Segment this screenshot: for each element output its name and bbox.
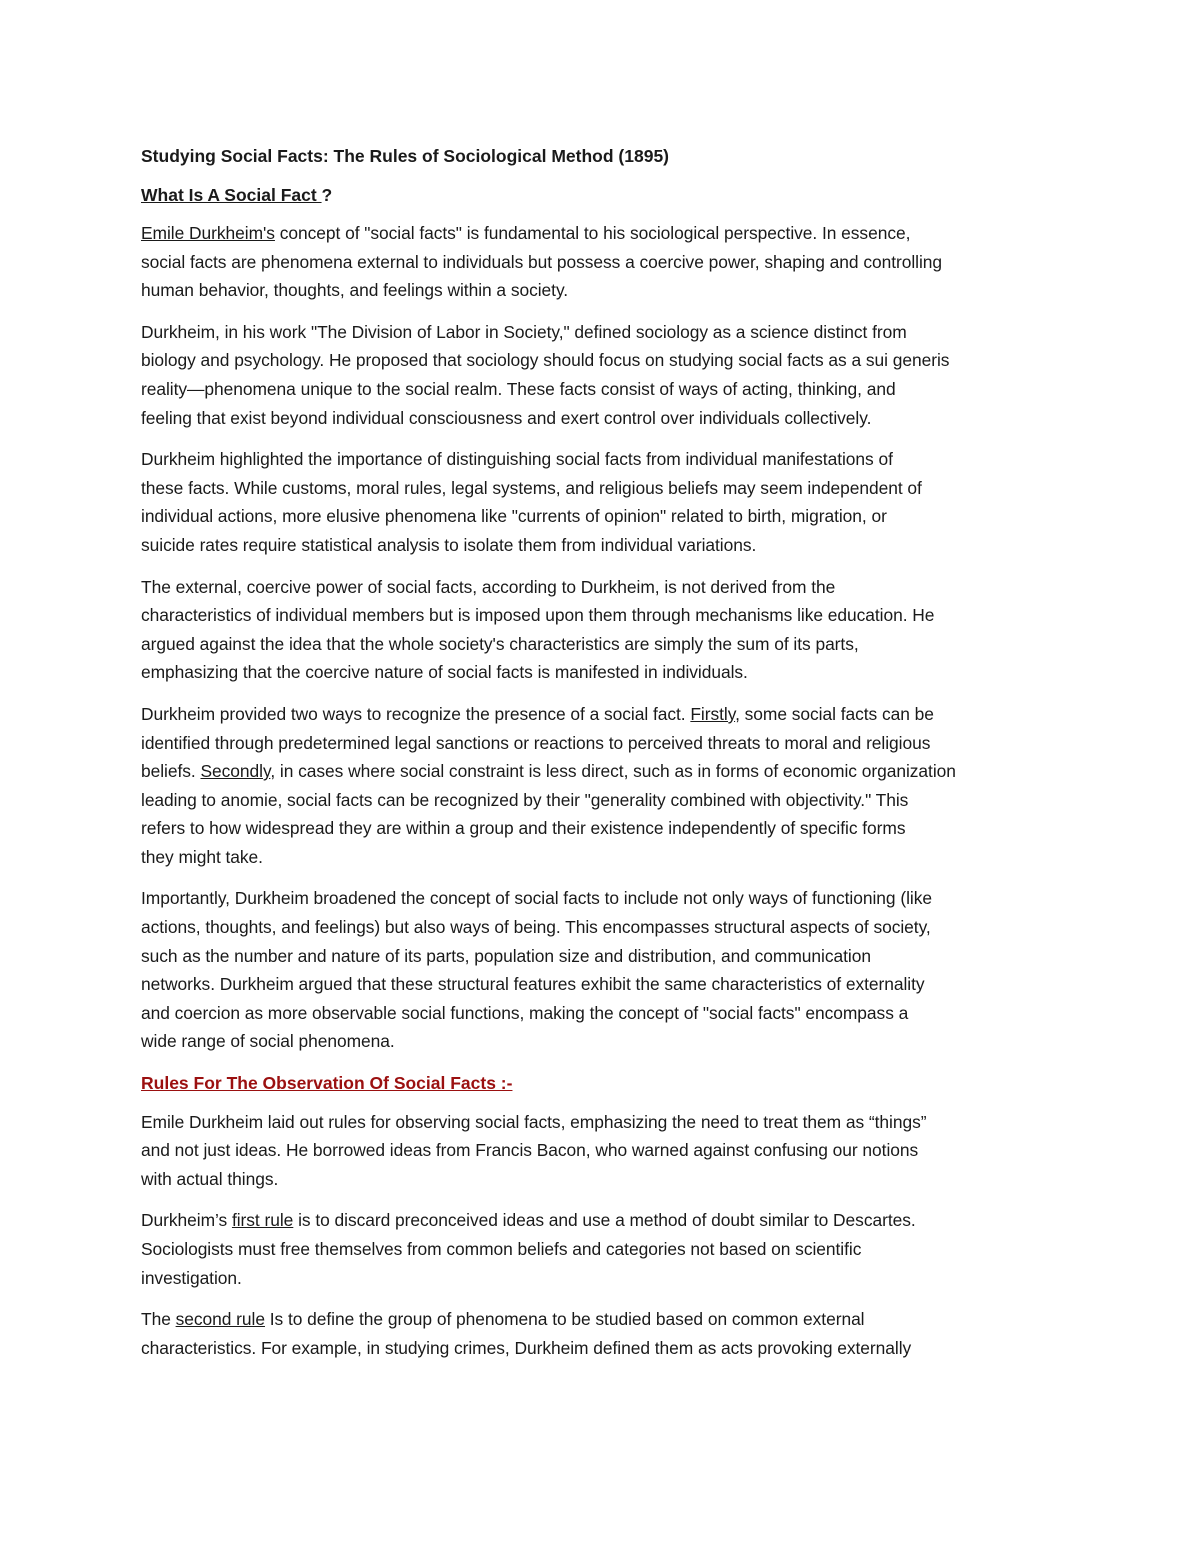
paragraph-7 [141, 1108, 1063, 1194]
paragraph-line: argued against the idea that the whole society's characteristics are simply the sum of its parts, [141, 633, 859, 654]
paragraph-line: and coercion as more observable social functions, making the concept of "social facts" encompass a [141, 1002, 909, 1023]
paragraph-line: Emile Durkheim's concept of "social facts" is fundamental to his sociological perspective. In essence, [141, 223, 911, 243]
paragraph-1 [141, 219, 1063, 305]
heading-underlined-text: What Is A Social Fact [141, 184, 322, 205]
paragraph-line: wide range of social phenomena. [141, 1031, 395, 1052]
paragraph-3 [141, 445, 1063, 559]
secondly-underlined: Secondly [200, 761, 271, 782]
paragraph-line: characteristics. For example, in studying crimes, Durkheim defined them as acts provoking externally [141, 1337, 912, 1358]
paragraph-line: beliefs. Secondly, in cases where social constraint is less direct, such as in forms of economic organization [141, 761, 956, 782]
paragraph-line: social facts are phenomena external to individuals but possess a coercive power, shaping and controlling [141, 251, 943, 272]
heading-question-mark: ? [321, 184, 333, 205]
paragraph-9 [141, 1305, 1063, 1362]
paragraph-line: Durkheim’s first rule is to discard preconceived ideas and use a method of doubt similar to Descartes. [141, 1210, 916, 1231]
paragraph-line: such as the number and nature of its parts, population size and distribution, and communication [141, 945, 871, 966]
paragraph-line: characteristics of individual members but is imposed upon them through mechanisms like education. He [141, 605, 935, 626]
paragraph-line: with actual things. [141, 1168, 279, 1189]
paragraph-line: identified through predetermined legal sanctions or reactions to perceived threats to moral and religious [141, 732, 931, 753]
section-heading-rules-observation [141, 1069, 1063, 1098]
paragraph-line: Emile Durkheim laid out rules for observing social facts, emphasizing the need to treat them as “things” [141, 1111, 927, 1132]
paragraph-line: actions, thoughts, and feelings) but also ways of being. This encompasses structural aspects of society, [141, 917, 931, 938]
paragraph-line: Durkheim, in his work "The Division of Labor in Society," defined sociology as a science distinct from [141, 321, 907, 342]
paragraph-line: and not just ideas. He borrowed ideas from Francis Bacon, who warned against confusing our notions [141, 1140, 919, 1161]
document-title: Studying Social Facts: The Rules of Sociological Method (1895) [141, 146, 669, 166]
second-rule-underlined: second rule [175, 1309, 265, 1330]
paragraph-line: Durkheim highlighted the importance of distinguishing social facts from individual manifestations of [141, 449, 893, 470]
paragraph-line: refers to how widespread they are within a group and their existence independently of specific forms [141, 818, 906, 839]
paragraph-8 [141, 1206, 1063, 1292]
paragraph-2 [141, 318, 1063, 432]
paragraph-line: Sociologists must free themselves from common beliefs and categories not based on scientific [141, 1238, 862, 1259]
paragraph-line: The second rule Is to define the group of phenomena to be studied based on common external [141, 1309, 865, 1330]
paragraph-line: biology and psychology. He proposed that sociology should focus on studying social facts as a sui generis [141, 350, 950, 371]
section-heading-what-is-social-fact [141, 181, 1063, 210]
heading-rules-text: Rules For The Observation Of Social Facts :- [141, 1073, 513, 1094]
paragraph-line: individual actions, more elusive phenomena like "currents of opinion" related to birth, migration, or [141, 506, 887, 527]
paragraph-line: human behavior, thoughts, and feelings within a society. [141, 280, 569, 301]
paragraph-line: leading to anomie, social facts can be recognized by their "generality combined with objectivity." This [141, 789, 909, 810]
paragraph-line: feeling that exist beyond individual consciousness and exert control over individuals collectively. [141, 407, 872, 428]
paragraph-line: investigation. [141, 1267, 242, 1288]
first-rule-underlined: first rule [231, 1210, 294, 1231]
paragraph-line: Importantly, Durkheim broadened the concept of social facts to include not only ways of functioning (like [141, 888, 932, 909]
paragraph-5 [141, 700, 1063, 872]
paragraph-line: they might take. [141, 846, 263, 867]
paragraph-line: Durkheim provided two ways to recognize the presence of a social fact. Firstly, some social facts can be [141, 703, 934, 724]
document-page [141, 142, 1063, 1375]
firstly-underlined: Firstly [690, 703, 736, 724]
paragraph-line: The external, coercive power of social facts, according to Durkheim, is not derived from the [141, 576, 836, 597]
durkheim-link[interactable]: Emile Durkheim's [141, 223, 275, 243]
paragraph-line: networks. Durkheim argued that these structural features exhibit the same characteristics of externality [141, 974, 925, 995]
paragraph-line: suicide rates require statistical analysis to isolate them from individual variations. [141, 534, 757, 555]
paragraph-line: these facts. While customs, moral rules, legal systems, and religious beliefs may seem independent of [141, 477, 922, 498]
paragraph-line: emphasizing that the coercive nature of social facts is manifested in individuals. [141, 662, 748, 683]
paragraph-line: reality—phenomena unique to the social realm. These facts consist of ways of acting, thinking, and [141, 378, 896, 399]
paragraph-6 [141, 884, 1063, 1056]
paragraph-4 [141, 573, 1063, 687]
